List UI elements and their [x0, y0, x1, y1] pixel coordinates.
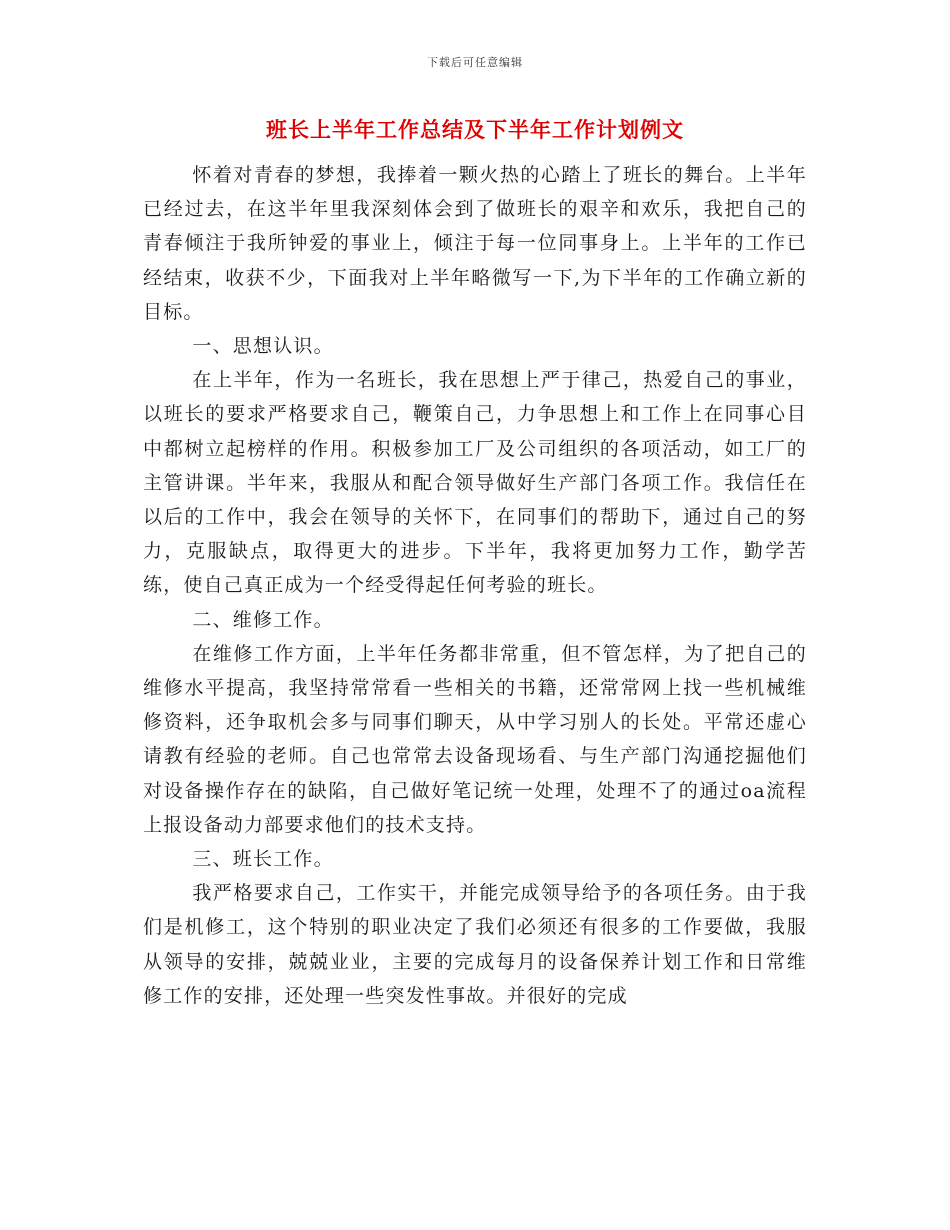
- section-heading-3: 三、班长工作。: [192, 848, 334, 871]
- header-note: 下载后可任意编辑: [427, 56, 523, 69]
- document-title: 班长上半年工作总结及下半年工作计划例文: [266, 117, 684, 142]
- section-heading-1: 一、思想认识。: [192, 335, 334, 358]
- paragraph-section-3: 我严格要求自己，工作实干，并能完成领导给予的各项任务。由于我们是机修工，这个特别的职业决定了我们必须还有很多的工作要做，我服从领导的安排，兢兢业业，主要的完成每月的设备保养计划工作和日常维修工作的安排，还处理一些突发性事故。并很好的完成: [143, 882, 807, 1007]
- paragraph-section-1: 在上半年，作为一名班长，我在思想上严于律己，热爱自己的事业，以班长的要求严格要求自己，鞭策自己，力争思想上和工作上在同事心目中都树立起榜样的作用。积极参加工厂及公司组织的各项活动，如工厂的主管讲课。半年来，我服从和配合领导做好生产部门各项工作。我信任在以后的工作中，我会在领导的关怀下，在同事们的帮助下，通过自己的努力，克服缺点，取得更大的进步。下半年，我将更加努力工作，勤学苦练，使自己真正成为一个经受得起任何考验的班长。: [143, 369, 807, 597]
- section-heading-2: 二、维修工作。: [192, 608, 334, 631]
- paragraph-section-2: 在维修工作方面，上半年任务都非常重，但不管怎样，为了把自己的维修水平提高，我坚持常常看一些相关的书籍，还常常网上找一些机械维修资料，还争取机会多与同事们聊天，从中学习别人的长处。平常还虚心请教有经验的老师。自己也常常去设备现场看、与生产部门沟通挖掘他们对设备操作存在的缺陷，自己做好笔记统一处理，处理不了的通过oa流程上报设备动力部要求他们的技术支持。: [143, 642, 807, 836]
- paragraph-intro: 怀着对青春的梦想，我捧着一颗火热的心踏上了班长的舞台。上半年已经过去，在这半年里我深刻体会到了做班长的艰辛和欢乐，我把自己的青春倾注于我所钟爱的事业上，倾注于每一位同事身上。上半年的工作已经结束，收获不少，下面我对上半年略微写一下,为下半年的工作确立新的目标。: [143, 164, 807, 323]
- document-body: [143, 158, 807, 1013]
